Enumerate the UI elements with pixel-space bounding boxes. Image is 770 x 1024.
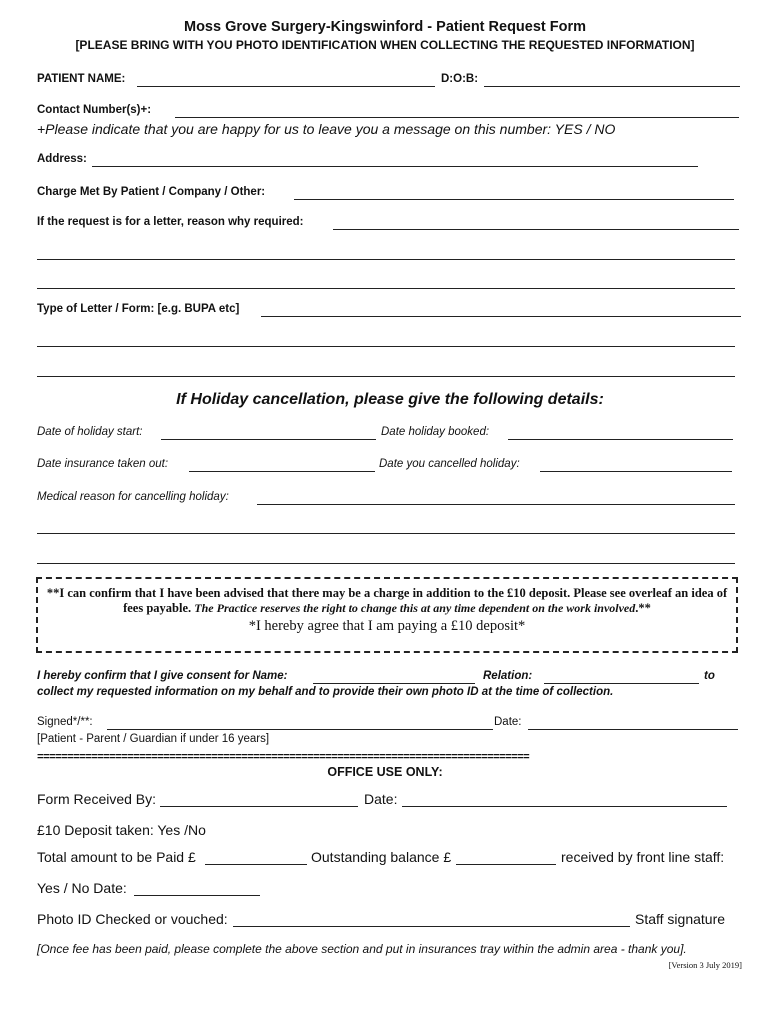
insurance-date-label: Date insurance taken out:	[37, 458, 169, 470]
signature-field[interactable]	[107, 729, 493, 730]
signer-note: [Patient - Parent / Guardian if under 16 years]	[37, 733, 270, 745]
received-staff-label: received by front line staff:	[561, 849, 725, 865]
outstanding-balance-field[interactable]	[456, 864, 556, 865]
photo-id-field[interactable]	[233, 926, 630, 927]
signed-date-label: Date:	[494, 716, 522, 728]
outstanding-balance-label: Outstanding balance £	[311, 849, 452, 865]
letter-type-label: Type of Letter / Form: [e.g. BUPA etc]	[37, 303, 240, 315]
medical-reason-field[interactable]	[257, 504, 735, 505]
dob-field[interactable]	[484, 86, 740, 87]
medical-reason-line-2[interactable]	[37, 533, 735, 534]
version-label: [Version 3 July 2019]	[668, 960, 742, 970]
consent-collect-text: collect my requested information on my behalf and to provide their own photo ID at the time of collection.	[37, 686, 614, 698]
deposit-taken-label: £10 Deposit taken: Yes /No	[37, 822, 206, 838]
letter-type-line-2[interactable]	[37, 346, 735, 347]
total-amount-label: Total amount to be Paid £	[37, 849, 196, 865]
signed-label: Signed*/**:	[37, 716, 93, 728]
insurance-date-field[interactable]	[189, 471, 375, 472]
deposit-agreement-text: *I hereby agree that I am paying a £10 deposit*	[248, 618, 526, 634]
footer-instruction: [Once fee has been paid, please complete the above section and put in insurances tray within the admin area - thank you].	[37, 942, 687, 956]
holiday-booked-field[interactable]	[508, 439, 733, 440]
holiday-start-field[interactable]	[161, 439, 376, 440]
office-separator: ==================================================================================	[37, 752, 530, 764]
fee-notice-italic: The Practice reserves the right to change this at any time dependent on the work involved	[194, 601, 636, 615]
message-consent-note: +Please indicate that you are happy for us to leave you a message on this number: YES / NO	[37, 121, 616, 137]
letter-type-line-3[interactable]	[37, 376, 735, 377]
consent-name-field[interactable]	[313, 683, 475, 684]
cancelled-date-field[interactable]	[540, 471, 732, 472]
fee-notice-main: **I can confirm that I have been advised that there may be a charge in addition to the £10 deposit. Please see overleaf an idea of fees payable.	[46, 586, 728, 615]
received-date-label: Date:	[364, 791, 398, 807]
signed-date-field[interactable]	[528, 729, 738, 730]
holiday-heading: If Holiday cancellation, please give the following details:	[176, 391, 604, 408]
staff-signature-label: Staff signature	[635, 911, 726, 927]
letter-reason-line-3[interactable]	[37, 288, 735, 289]
relation-field[interactable]	[544, 683, 699, 684]
letter-reason-line-2[interactable]	[37, 259, 735, 260]
yes-no-date-field[interactable]	[134, 895, 260, 896]
office-use-heading: OFFICE USE ONLY:	[327, 765, 443, 779]
form-title: Moss Grove Surgery-Kingswinford - Patient Request Form	[183, 19, 587, 35]
form-subtitle: [PLEASE BRING WITH YOU PHOTO IDENTIFICATION WHEN COLLECTING THE REQUESTED INFORMATION]	[75, 38, 695, 52]
form-received-label: Form Received By:	[37, 791, 157, 807]
medical-reason-line-3[interactable]	[37, 563, 735, 564]
charge-field[interactable]	[294, 199, 734, 200]
dob-label: D:O:B:	[441, 73, 479, 85]
letter-reason-label: If the request is for a letter, reason why required:	[37, 216, 304, 228]
fee-notice-box	[36, 577, 738, 653]
letter-type-field[interactable]	[261, 316, 741, 317]
charge-label: Charge Met By Patient / Company / Other:	[37, 186, 266, 198]
address-field[interactable]	[92, 166, 698, 167]
fee-notice-end: .**	[635, 601, 651, 615]
total-amount-field[interactable]	[205, 864, 307, 865]
contact-number-label: Contact Number(s)+:	[37, 104, 152, 116]
contact-number-field[interactable]	[175, 117, 739, 118]
relation-label: Relation:	[483, 670, 533, 682]
fee-notice-text	[38, 579, 736, 616]
consent-name-label: I hereby confirm that I give consent for Name:	[37, 670, 288, 682]
patient-name-field[interactable]	[137, 86, 435, 87]
photo-id-label: Photo ID Checked or vouched:	[37, 911, 228, 927]
yes-no-date-label: Yes / No Date:	[37, 880, 127, 896]
holiday-booked-label: Date holiday booked:	[381, 426, 490, 438]
consent-to-label: to	[704, 670, 715, 682]
patient-name-label: PATIENT NAME:	[37, 73, 126, 85]
letter-reason-field[interactable]	[333, 229, 739, 230]
form-received-field[interactable]	[160, 806, 358, 807]
received-date-field[interactable]	[402, 806, 727, 807]
holiday-start-label: Date of holiday start:	[37, 426, 143, 438]
address-label: Address:	[37, 153, 87, 165]
medical-reason-label: Medical reason for cancelling holiday:	[37, 491, 229, 503]
cancelled-date-label: Date you cancelled holiday:	[379, 458, 520, 470]
